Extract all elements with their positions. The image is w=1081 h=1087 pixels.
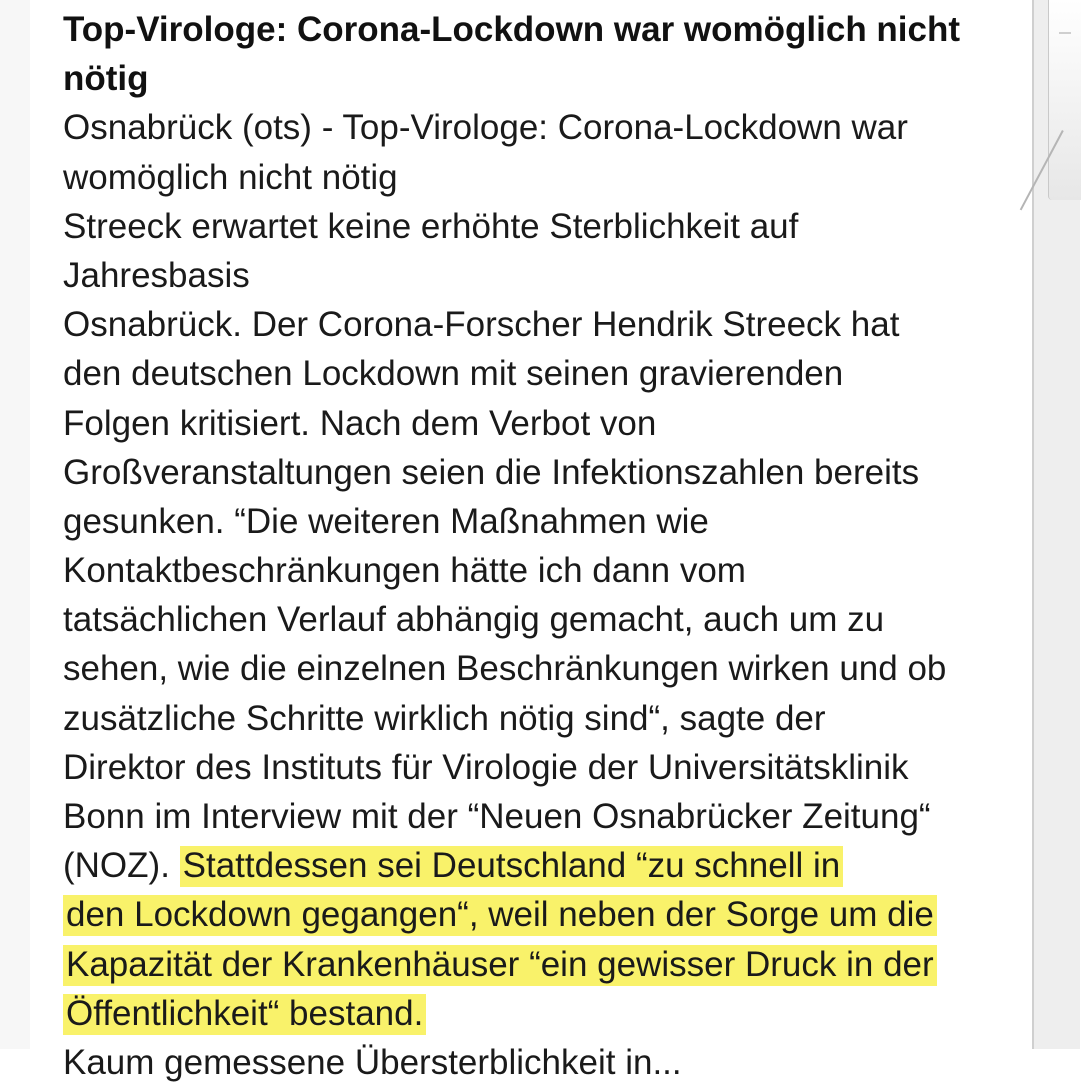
body-line: Osnabrück. Der Corona-Forscher Hendrik Streeck hat <box>63 305 900 345</box>
highlighted-text: Stattdessen sei Deutschland “zu schnell in <box>180 846 844 887</box>
body-line: Direktor des Instituts für Virologie der Universitätsklinik <box>63 747 909 787</box>
body-line: Streeck erwartet keine erhöhte Sterblichkeit auf <box>63 206 799 246</box>
highlighted-text: Öffentlichkeit“ bestand. <box>63 994 426 1035</box>
body-line: sehen, wie die einzelnen Beschränkungen wirken und ob <box>63 649 947 689</box>
cut-off-line: Kaum gemessene Übersterblichkeit in... <box>63 1042 682 1082</box>
noz-abbreviation: (NOZ). <box>63 846 180 886</box>
body-line: Folgen kritisiert. Nach dem Verbot von <box>63 403 657 443</box>
body-line: den deutschen Lockdown mit seinen gravierenden <box>63 354 844 394</box>
left-gutter <box>0 0 30 1049</box>
article-title-line: Top-Virologe: Corona-Lockdown war womöglich nicht <box>63 10 961 49</box>
highlighted-text: Kapazität der Krankenhäuser “ein gewisser Druck in der <box>63 945 937 986</box>
press-release-article <box>63 5 1023 1087</box>
highlighted-line <box>63 940 1023 989</box>
body-line: Kontaktbeschränkungen hätte ich dann vom <box>63 551 746 591</box>
mixed-highlight-line <box>63 841 1023 890</box>
body-line: Großveranstaltungen seien die Infektionszahlen bereits <box>63 452 920 492</box>
highlighted-text: den Lockdown gegangen“, weil neben der Sorge um die <box>63 895 937 936</box>
highlighted-line <box>63 890 1023 939</box>
body-line: Osnabrück (ots) - Top-Virologe: Corona-Lockdown war <box>63 108 908 148</box>
scroll-tab-grip[interactable] <box>1059 32 1071 34</box>
body-line: tatsächlichen Verlauf abhängig gemacht, auch um zu <box>63 600 885 640</box>
highlighted-line <box>63 989 1023 1038</box>
body-line: zusätzliche Schritte wirklich nötig sind“, sagte der <box>63 698 826 738</box>
body-line: gesunken. “Die weiteren Maßnahmen wie <box>63 501 709 541</box>
article-title-line: nötig <box>63 59 149 99</box>
scroll-tab[interactable] <box>1048 0 1081 200</box>
body-line: Jahresbasis <box>63 255 250 295</box>
body-line: Bonn im Interview mit der “Neuen Osnabrücker Zeitung“ <box>63 797 931 836</box>
body-line: womöglich nicht nötig <box>63 157 398 197</box>
